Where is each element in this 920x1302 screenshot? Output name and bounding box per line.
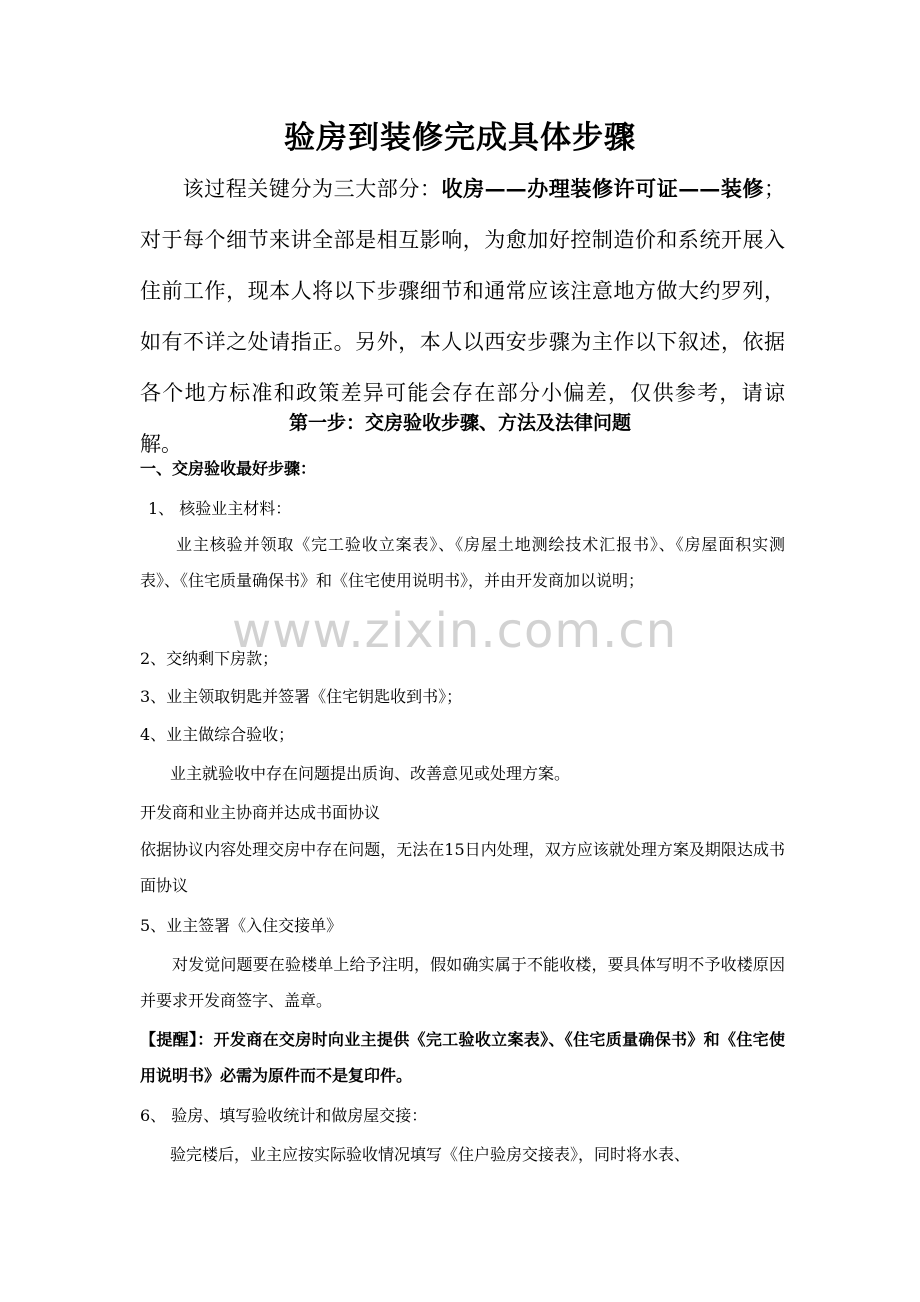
item-5: 5、业主签署《入住交接单》 — [140, 916, 343, 935]
item-4: 4、业主做综合验收； — [140, 725, 295, 744]
intro-lead: 该过程关键分为三大部分： — [182, 177, 442, 201]
item-1: 1、 核验业主材料： — [148, 499, 292, 518]
item-4-negotiate: 开发商和业主协商并达成书面协议 — [140, 803, 381, 822]
intro-body: ；对于每个细节来讲全部是相互影响，为愈加好控制造价和系统开展入住前工作，现本人将以下步骤细节和通常应该注意地方做大约罗列，如有不详之处请指正。另外，本人以西安步骤为主作以下叙述，依据各个地方标准和政策差异可能会存在部分小偏差，仅供参考，请谅解。 — [140, 177, 785, 456]
watermark: www.zixin.com.cn — [232, 603, 678, 659]
document-title: 验房到装修完成具体步骤 — [284, 120, 636, 156]
section1-heading: 一、交房验收最好步骤： — [140, 459, 317, 478]
item-6: 6、 验房、填写验收统计和做房屋交接： — [140, 1106, 428, 1125]
item-6-detail: 验完楼后，业主应按实际验收情况填写《住户验房交接表》，同时将水表、 — [170, 1145, 691, 1164]
reminder-note: 【提醒】：开发商在交房时向业主提供《完工验收立案表》、《住宅质量确保书》和《住宅使用说明书》必需为原件而不是复印件。 — [140, 1030, 785, 1085]
step1-heading: 第一步：交房验收步骤、方法及法律问题 — [288, 412, 631, 434]
item-4-agreement: 依据协议内容处理交房中存在问题，无法在15日内处理，双方应该就处理方案及期限达成书面协议 — [140, 840, 785, 895]
item-4-detail: 业主就验收中存在问题提出质询、改善意见或处理方案。 — [170, 764, 571, 783]
intro-phases: 收房——办理装修许可证——装修 — [441, 176, 764, 201]
item-3: 3、业主领取钥匙并签署《住宅钥匙收到书》； — [140, 687, 463, 706]
item-5-detail: 对发觉问题要在验楼单上给予注明，假如确实属于不能收楼，要具体写明不予收楼原因并要求开发商签字、盖章。 — [140, 955, 785, 1010]
item-1-detail: 业主核验并领取《完工验收立案表》、《房屋土地测绘技术汇报书》、《房屋面积实测表》、《住宅质量确保书》和《住宅使用说明书》，并由开发商加以说明； — [140, 535, 785, 590]
item-2: 2、交纳剩下房款； — [140, 649, 279, 668]
